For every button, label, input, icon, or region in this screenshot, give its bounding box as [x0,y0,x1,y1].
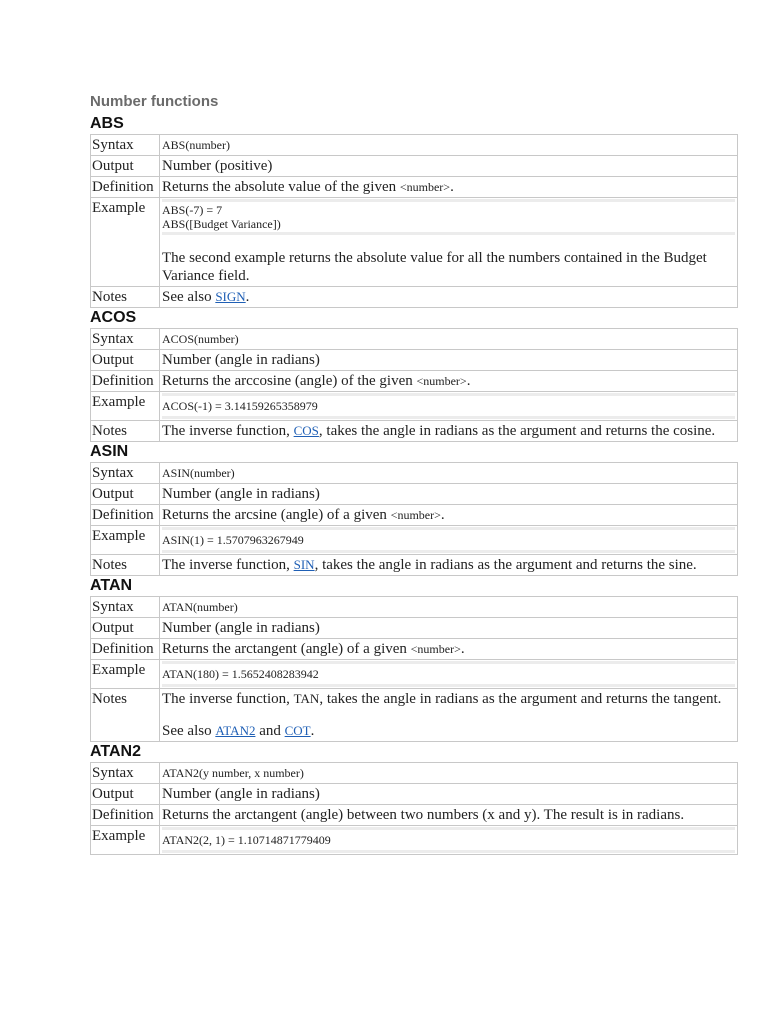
notes-end: , takes the angle in radians as the argument and returns the tangent. [319,691,722,707]
abs-example-text: The second example returns the absolute value for all the numbers contained in the Budget Variance field. [162,250,707,284]
definition-arg: <number> [410,642,461,656]
acos-output: Number (angle in radians) [160,350,738,371]
asin-syntax [160,463,738,484]
table-row [91,763,738,784]
atan2-table [90,762,738,855]
atan-table [90,596,738,742]
atan-title: ATAN [90,577,133,594]
acos-notes [160,421,738,442]
abs-syntax [160,135,738,156]
table-row [91,421,738,442]
abs-example-code [162,199,735,235]
atan-notes-para [162,690,735,708]
notes-label: Notes [91,421,160,442]
definition-end: . [466,373,471,389]
asin-example [160,526,738,555]
acos-table [90,328,738,442]
atan-syntax [160,597,738,618]
table-row [91,639,738,660]
asin-table [90,462,738,576]
link-atan2[interactable]: ATAN2 [215,723,256,738]
atan-notes [160,689,738,742]
notes-end: , takes the angle in radians as the argument and returns the cosine. [318,423,716,439]
definition-text: Returns the arctangent (angle) of a given [162,641,411,657]
acos-example-text: ACOS(-1) = 3.14159265358979 [162,399,318,413]
acos-title: ACOS [90,309,137,326]
table-row [91,618,738,639]
abs-notes [160,287,738,308]
link-sign[interactable]: SIGN [215,289,246,304]
asin-example-text: ASIN(1) = 1.5707963267949 [162,533,304,547]
atan2-example-text: ATAN2(2, 1) = 1.10714871779409 [162,833,331,847]
definition-text: Returns the absolute value of the given [162,179,400,195]
table-row [91,287,738,308]
table-row [91,198,738,287]
asin-definition [160,505,738,526]
table-row [91,826,738,855]
abs-example-2: ABS([Budget Variance]) [162,217,281,231]
syntax-label: Syntax [91,135,160,156]
notes-label: Notes [91,689,160,742]
notes-label: Notes [91,555,160,576]
abs-example [160,198,738,287]
atan2-syntax-code: ATAN2(y number, x number) [162,766,304,780]
table-row [91,156,738,177]
notes-text: See also [162,289,216,305]
example-label: Example [91,660,160,689]
definition-arg: <number> [416,374,467,388]
atan2-example-code [162,827,735,853]
definition-arg: <number> [399,180,451,194]
table-row [91,135,738,156]
abs-example-1: ABS(-7) = 7 [162,203,223,217]
table-row [91,505,738,526]
table-row [91,660,738,689]
document-content [90,92,738,855]
definition-end: . [460,641,465,657]
notes-text: The inverse function, [162,423,294,439]
abs-definition [160,177,738,198]
table-row [91,392,738,421]
example-label: Example [91,526,160,555]
acos-syntax [160,329,738,350]
output-label: Output [91,350,160,371]
abs-output: Number (positive) [160,156,738,177]
acos-example [160,392,738,421]
definition-label: Definition [91,639,160,660]
tan-reference: TAN [293,691,320,706]
atan2-title: ATAN2 [90,743,141,760]
link-cot[interactable]: COT [284,723,311,738]
definition-text: Returns the arccosine (angle) of the given [162,373,417,389]
asin-title: ASIN [90,443,129,460]
notes-end: . [245,289,250,305]
asin-output: Number (angle in radians) [160,484,738,505]
table-row [91,350,738,371]
acos-definition [160,371,738,392]
example-label: Example [91,392,160,421]
abs-table [90,134,738,308]
atan-see-also [162,722,735,740]
output-label: Output [91,618,160,639]
definition-text: Returns the arcsine (angle) of a given [162,507,391,523]
section-heading: Number functions [90,93,219,110]
asin-syntax-code: ASIN(number) [162,466,235,480]
definition-label: Definition [91,805,160,826]
notes-end: , takes the angle in radians as the argument and returns the sine. [314,557,697,573]
output-label: Output [91,156,160,177]
acos-example-code [162,393,735,419]
atan2-syntax [160,763,738,784]
link-sin[interactable]: SIN [293,557,315,572]
see-also-and: and [255,723,285,739]
definition-end: . [450,179,454,195]
asin-example-code [162,527,735,553]
atan-example-text: ATAN(180) = 1.5652408283942 [162,667,319,681]
table-row [91,555,738,576]
acos-syntax-code: ACOS(number) [162,332,239,346]
syntax-label: Syntax [91,763,160,784]
table-row [91,484,738,505]
link-cos[interactable]: COS [293,423,319,438]
output-label: Output [91,484,160,505]
abs-syntax-code: ABS(number) [162,138,230,152]
asin-notes [160,555,738,576]
example-label: Example [91,826,160,855]
atan-example-code [162,661,735,687]
table-row [91,689,738,742]
atan-output: Number (angle in radians) [160,618,738,639]
atan2-output: Number (angle in radians) [160,784,738,805]
example-label: Example [91,198,160,287]
syntax-label: Syntax [91,597,160,618]
see-also-text: See also [162,723,216,739]
atan2-example [160,826,738,855]
definition-end: . [440,507,445,523]
atan-syntax-code: ATAN(number) [162,600,238,614]
syntax-label: Syntax [91,329,160,350]
table-row [91,805,738,826]
definition-label: Definition [91,371,160,392]
abs-title: ABS [90,115,124,132]
definition-arg: <number> [390,508,441,522]
notes-label: Notes [91,287,160,308]
syntax-label: Syntax [91,463,160,484]
notes-text: The inverse function, [162,691,294,707]
see-also-end: . [310,723,315,739]
table-row [91,177,738,198]
table-row [91,526,738,555]
atan-example [160,660,738,689]
atan-definition [160,639,738,660]
output-label: Output [91,784,160,805]
table-row [91,371,738,392]
table-row [91,329,738,350]
atan2-definition: Returns the arctangent (angle) between two numbers (x and y). The result is in radians. [160,805,738,826]
table-row [91,784,738,805]
table-row [91,463,738,484]
definition-label: Definition [91,177,160,198]
table-row [91,597,738,618]
notes-text: The inverse function, [162,557,294,573]
definition-label: Definition [91,505,160,526]
